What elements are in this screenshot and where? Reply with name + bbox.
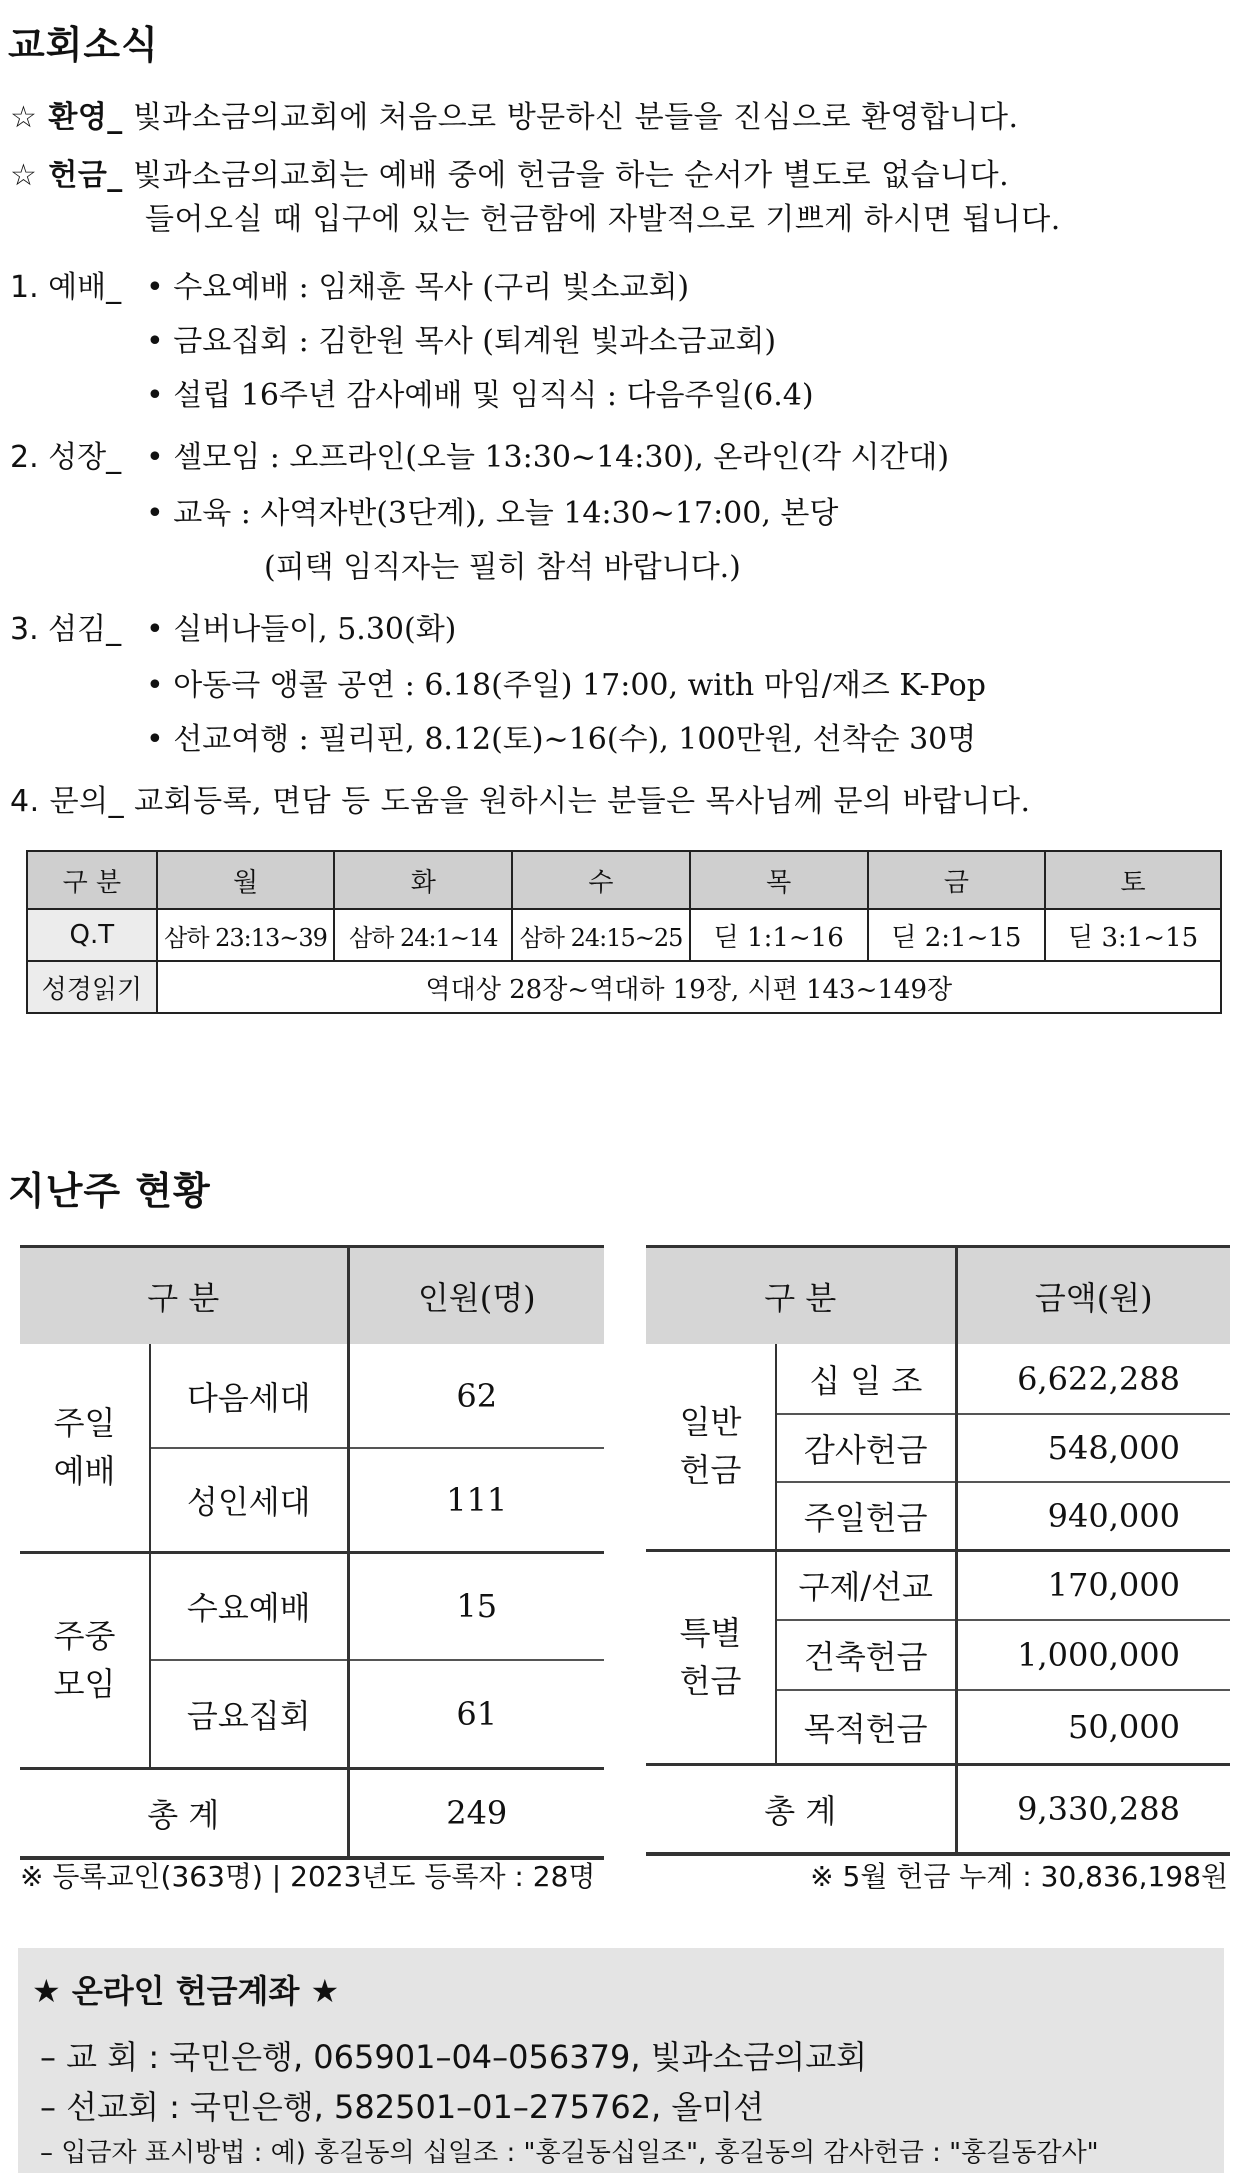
offering-row-value: 1,000,000 bbox=[956, 1620, 1230, 1690]
last-week-title: 지난주 현황 bbox=[8, 1169, 211, 1213]
offering-row-name: 주일헌금 bbox=[776, 1482, 956, 1550]
inquiry-text: 교회등록, 면담 등 도움을 원하시는 분들은 목사님께 문의 바랍니다. bbox=[134, 784, 1031, 819]
qt-header: 구 분 bbox=[27, 851, 157, 909]
service-item: • 선교여행 : 필리핀, 8.12(토)~16(수), 100만원, 선착순 30명 bbox=[146, 722, 977, 757]
offering-label: ☆ 헌금_ bbox=[10, 158, 123, 193]
worship-item: • 금요집회 : 김한원 목사 (퇴계원 빛과소금교회) bbox=[146, 324, 777, 359]
attendance-header-count: 인원(명) bbox=[348, 1247, 604, 1345]
attendance-group-weekday bbox=[20, 1552, 150, 1768]
attendance-row-value: 15 bbox=[348, 1552, 604, 1660]
offering-total-label: 총 계 bbox=[646, 1764, 956, 1854]
attendance-row-name: 성인세대 bbox=[150, 1448, 348, 1552]
qt-cell: 삼하 24:15~25 bbox=[512, 909, 690, 961]
service-item: • 실버나들이, 5.30(화) bbox=[146, 612, 457, 647]
offering-row-name: 구제/선교 bbox=[776, 1550, 956, 1620]
group-label-line: 헌금 bbox=[679, 1662, 742, 1700]
qt-header: 목 bbox=[690, 851, 868, 909]
offering-table bbox=[646, 1245, 1230, 1856]
qt-cell: 딛 3:1~15 bbox=[1045, 909, 1221, 961]
attendance-header-category: 구 분 bbox=[20, 1247, 348, 1345]
offering-row-name: 십 일 조 bbox=[809, 1361, 923, 1400]
attendance-total: 249 bbox=[348, 1768, 604, 1858]
attendance-total-label: 총 계 bbox=[20, 1768, 348, 1858]
qt-cell: 딛 2:1~15 bbox=[868, 909, 1046, 961]
attendance-row-value: 62 bbox=[348, 1344, 604, 1448]
offering-row-name: 건축헌금 bbox=[776, 1620, 956, 1690]
account-line: – 교 회 : 국민은행, 065901–04–056379, 빛과소금의교회 bbox=[40, 2038, 868, 2076]
attendance-row-value: 111 bbox=[348, 1448, 604, 1552]
qt-table bbox=[26, 850, 1222, 1014]
qt-header: 화 bbox=[334, 851, 512, 909]
attendance-row-name: 금요집회 bbox=[150, 1660, 348, 1768]
offering-text-2: 들어오실 때 입구에 있는 헌금함에 자발적으로 기쁘게 하시면 됩니다. bbox=[145, 202, 1061, 237]
offering-header-amount: 금액(원) bbox=[956, 1247, 1230, 1345]
offering-group-general bbox=[646, 1344, 776, 1550]
service-label: 3. 섬김_ bbox=[10, 612, 122, 647]
group-label-line: 주중 bbox=[53, 1617, 116, 1655]
offering-header-category: 구 분 bbox=[646, 1247, 956, 1345]
qt-header: 토 bbox=[1045, 851, 1221, 909]
news-title: 교회소식 bbox=[8, 23, 159, 67]
qt-header: 월 bbox=[157, 851, 335, 909]
offering-total: 9,330,288 bbox=[956, 1764, 1230, 1854]
account-line: – 선교회 : 국민은행, 582501–01–275762, 올미션 bbox=[40, 2088, 765, 2126]
attendance-group-sunday bbox=[20, 1344, 150, 1552]
welcome-label: ☆ 환영_ bbox=[10, 100, 123, 135]
qt-header: 수 bbox=[512, 851, 690, 909]
offering-row-value: 170,000 bbox=[956, 1550, 1230, 1620]
worship-item: • 설립 16주년 감사예배 및 임직식 : 다음주일(6.4) bbox=[146, 378, 814, 413]
bible-text: 역대상 28장~역대하 19장, 시편 143~149장 bbox=[157, 961, 1221, 1013]
attendance-table bbox=[20, 1245, 604, 1860]
monthly-total-note: ※ 5월 헌금 누계 : 30,836,198원 bbox=[810, 1860, 1228, 1893]
growth-item: • 교육 : 사역자반(3단계), 오늘 14:30~17:00, 본당 bbox=[146, 496, 839, 531]
group-label-line: 예배 bbox=[53, 1452, 116, 1491]
attendance-row-name: 수요예배 bbox=[150, 1552, 348, 1660]
qt-cell: 딛 1:1~16 bbox=[690, 909, 868, 961]
growth-note: (피택 임직자는 필히 참석 바랍니다.) bbox=[264, 550, 741, 585]
bible-label: 성경읽기 bbox=[27, 961, 157, 1013]
registration-note: ※ 등록교인(363명) | 2023년도 등록자 : 28명 bbox=[20, 1860, 596, 1893]
online-offering-title: ★ 온라인 헌금계좌 ★ bbox=[32, 1972, 340, 2010]
growth-label: 2. 성장_ bbox=[10, 440, 122, 475]
offering-group-special bbox=[646, 1550, 776, 1764]
welcome-text: 빛과소금의교회에 처음으로 방문하신 분들을 진심으로 환영합니다. bbox=[132, 100, 1019, 135]
offering-row-value: 940,000 bbox=[956, 1482, 1230, 1550]
worship-label: 1. 예배_ bbox=[10, 270, 122, 305]
group-label-line: 모임 bbox=[53, 1665, 116, 1703]
attendance-row-name: 다음세대 bbox=[186, 1378, 311, 1417]
qt-cell: 삼하 24:1~14 bbox=[334, 909, 512, 961]
worship-item: • 수요예배 : 임채훈 목사 (구리 빛소교회) bbox=[146, 270, 690, 305]
offering-row-name: 목적헌금 bbox=[776, 1690, 956, 1764]
online-offering-box bbox=[18, 1948, 1224, 2173]
qt-header: 금 bbox=[868, 851, 1046, 909]
offering-row-value: 548,000 bbox=[956, 1414, 1230, 1482]
group-label-line: 헌금 bbox=[679, 1451, 742, 1490]
welcome-line bbox=[10, 92, 1019, 136]
group-label-line: 일반 bbox=[679, 1403, 742, 1442]
offering-row-value: 6,622,288 bbox=[956, 1344, 1230, 1414]
inquiry-label: 4. 문의_ bbox=[10, 784, 125, 819]
attendance-row-value: 61 bbox=[348, 1660, 604, 1768]
offering-line bbox=[10, 150, 1009, 194]
service-item: • 아동극 앵콜 공연 : 6.18(주일) 17:00, with 마임/재즈 K-Pop bbox=[146, 668, 986, 703]
group-label-line: 특별 bbox=[679, 1614, 742, 1652]
group-label-line: 주일 bbox=[53, 1404, 116, 1443]
offering-row-value: 50,000 bbox=[956, 1690, 1230, 1764]
qt-cell: 삼하 23:13~39 bbox=[157, 909, 335, 961]
offering-text-1: 빛과소금의교회는 예배 중에 헌금을 하는 순서가 별도로 없습니다. bbox=[132, 158, 1010, 193]
growth-item: • 셀모임 : 오프라인(오늘 13:30~14:30), 온라인(각 시간대) bbox=[146, 440, 950, 475]
deposit-instruction: – 입금자 표시방법 : 예) 홍길동의 십일조 : "홍길동십일조", 홍길동의 감사헌금 : "홍길동감사" bbox=[40, 2138, 1099, 2168]
inquiry-line bbox=[10, 776, 1031, 820]
qt-label: Q.T bbox=[27, 909, 157, 961]
offering-row-name: 감사헌금 bbox=[776, 1414, 956, 1482]
